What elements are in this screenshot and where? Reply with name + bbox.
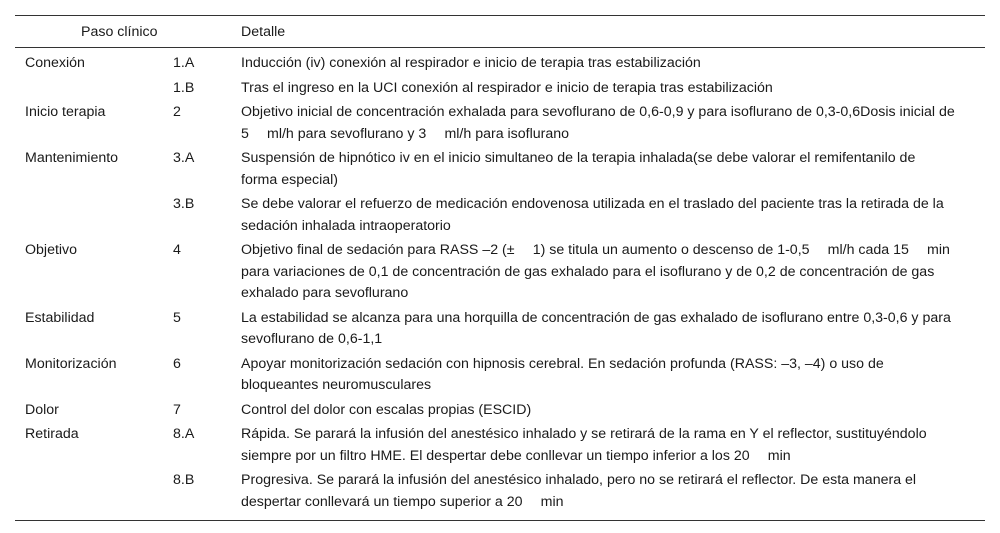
row-detail: Rápida. Se parará la infusión del anestésico inhalado y se retirará de la rama en Y el reflector, sustituyéndolo siempre por un filtro HME. El despertar debe conllevar un tiempo inferior a los 20 min (241, 426, 927, 464)
row-code: 5 (173, 309, 181, 326)
row-step: Conexión (25, 55, 85, 71)
row-detail: Inducción (iv) conexión al respirador e inicio de terapia tras estabilización (241, 55, 701, 71)
row-step: Estabilidad (25, 309, 95, 326)
table-row (15, 399, 985, 424)
table-row (15, 307, 985, 353)
row-step (15, 193, 163, 239)
row-code: 2 (173, 104, 181, 120)
row-step: Monitorización (25, 355, 117, 372)
row-detail: Tras el ingreso en la UCI conexión al respirador e inicio de terapia tras estabilización (241, 79, 773, 96)
row-code: 1.B (173, 79, 195, 96)
protocol-table-container (15, 15, 985, 521)
row-step: Objetivo (25, 242, 78, 258)
row-step: Inicio terapia (25, 104, 106, 120)
table-row (15, 239, 985, 307)
table-row (15, 193, 985, 239)
row-detail: Control del dolor con escalas propias (ESCID) (241, 401, 532, 418)
table-row (15, 147, 985, 193)
row-step: Retirada (25, 426, 79, 442)
table-row (15, 423, 985, 469)
row-code: 1.A (173, 55, 195, 71)
row-code: 8.B (173, 472, 195, 488)
row-step (15, 77, 163, 102)
header-detail: Detalle (232, 16, 985, 48)
row-step (15, 469, 163, 520)
table-row (15, 101, 985, 147)
row-code: 3.B (173, 196, 195, 212)
table-row (15, 48, 985, 77)
row-code: 6 (173, 355, 181, 372)
row-step: Dolor (25, 401, 59, 418)
row-detail: Progresiva. Se parará la infusión del anestésico inhalado, pero no se retirará el reflector. De esta manera el despertar conllevará un tiempo superior a 20 min (241, 472, 917, 510)
row-step: Mantenimiento (25, 150, 119, 166)
header-clinical-step: Paso clínico (15, 16, 232, 48)
row-code: 4 (173, 242, 181, 258)
row-detail: Objetivo inicial de concentración exhalada para sevoflurano de 0,6-0,9 y para isoflurano de 0,3-0,6Dosis inicial de 5 ml/h para sevoflurano y 3 ml/h para isoflurano (241, 104, 955, 142)
row-code: 7 (173, 401, 181, 418)
row-detail: Objetivo final de sedación para RASS –2 (± 1) se titula un aumento o descenso de 1-0,5 ml/h cada 15 min para variaciones de 0,1 de concentración de gas exhalado para el isoflurano y de 0,2 de concentración de gas exhalado para sevoflurano (241, 242, 950, 301)
row-detail: Suspensión de hipnótico iv en el inicio simultaneo de la terapia inhalada(se debe valorar el remifentanilo de forma especial) (241, 150, 916, 188)
row-detail: Se debe valorar el refuerzo de medicación endovenosa utilizada en el traslado del paciente tras la retirada de la sedación inhalada intraoperatorio (241, 196, 944, 234)
table-header-row (15, 16, 985, 48)
table-row (15, 353, 985, 399)
protocol-table (15, 16, 985, 520)
row-code: 3.A (173, 150, 195, 166)
table-row (15, 469, 985, 520)
table-row (15, 77, 985, 102)
row-detail: La estabilidad se alcanza para una horquilla de concentración de gas exhalado de isoflurano entre 0,3-0,6 y para sevoflurano de 0,6-1,1 (241, 309, 951, 347)
row-code: 8.A (173, 426, 195, 442)
row-detail: Apoyar monitorización sedación con hipnosis cerebral. En sedación profunda (RASS: –3, –4) o uso de bloqueantes neuromusculares (241, 355, 884, 393)
